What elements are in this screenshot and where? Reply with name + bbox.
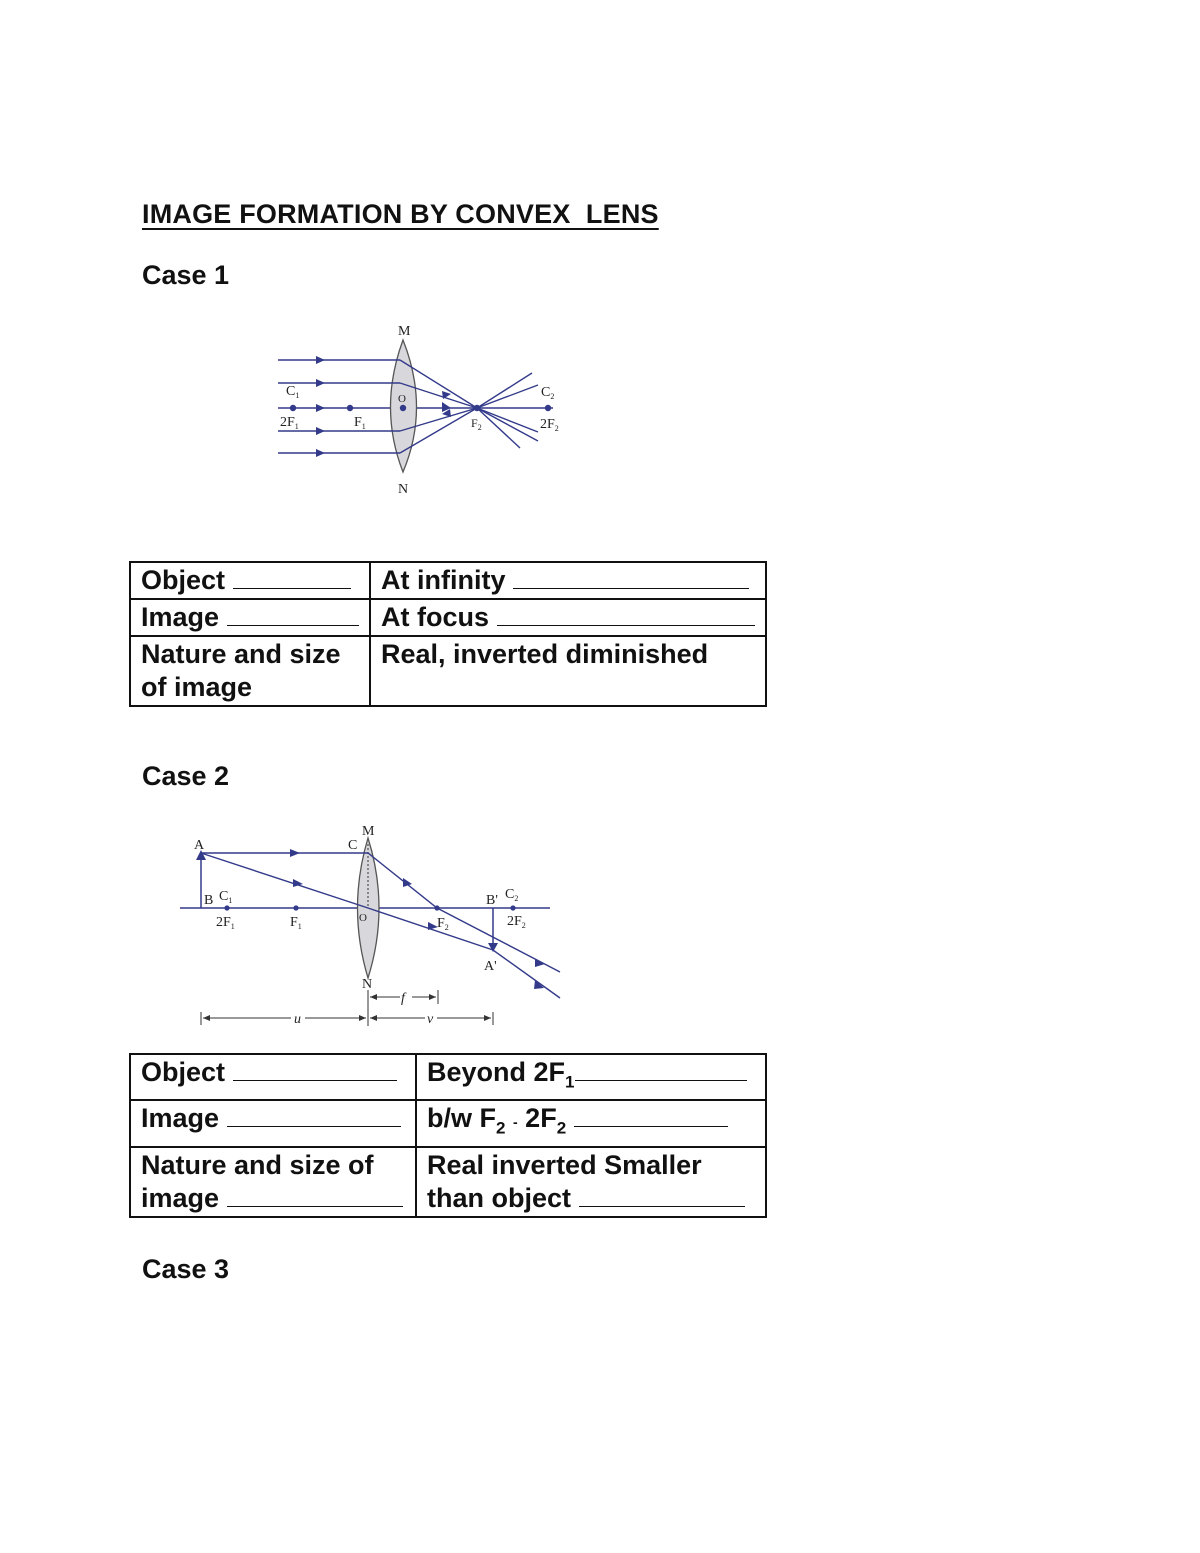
label-2F1: $2F_1$ — [280, 415, 299, 431]
case-3-heading: Case 3 — [142, 1254, 230, 1284]
row-value: Real, inverted diminished — [370, 636, 766, 706]
label-M: M — [362, 824, 375, 839]
row-label: Image — [141, 602, 220, 632]
row-label: Object — [141, 1057, 226, 1087]
row-label: image — [141, 1182, 220, 1213]
label-F1: $F_1$ — [290, 915, 302, 931]
table-row — [130, 1054, 766, 1100]
row-value: At focus — [381, 602, 489, 632]
case-1-table — [129, 561, 767, 707]
row-value: Beyond $2F_1$ — [427, 1057, 575, 1092]
case-2-heading: Case 2 — [142, 761, 230, 791]
case-1-heading: Case 1 — [142, 260, 230, 290]
label-B: B — [204, 893, 214, 908]
label-N: N — [362, 977, 373, 992]
row-label: Nature and size of — [141, 1149, 374, 1180]
case-2-table — [129, 1053, 767, 1218]
table-row — [130, 1147, 766, 1217]
label-2F2: $2F_2$ — [507, 914, 526, 930]
label-v: v — [427, 1012, 434, 1027]
row-value: b/w $F_2 - 2F_2$ — [427, 1103, 567, 1138]
label-M: M — [398, 324, 411, 339]
label-F2: $F_2$ — [437, 916, 449, 932]
label-O: O — [398, 393, 406, 405]
label-2F2: $2F_2$ — [540, 417, 559, 433]
label-O: O — [359, 912, 367, 924]
label-C1: $C_1$ — [286, 384, 300, 400]
label-C2: $C_2$ — [505, 887, 519, 903]
case-2-ray-diagram — [175, 820, 570, 1030]
row-value: At infinity — [381, 565, 506, 595]
label-C: C — [348, 838, 358, 853]
row-label: Object — [141, 565, 226, 595]
label-u: u — [294, 1012, 301, 1027]
table-row — [130, 1100, 766, 1146]
row-value: Real inverted Smaller — [427, 1149, 702, 1180]
label-A-prime: A' — [484, 959, 497, 974]
row-label: Nature and size of image — [130, 636, 370, 706]
row-label: Image — [141, 1103, 220, 1134]
label-C1: $C_1$ — [219, 889, 233, 905]
label-C2: $C_2$ — [541, 385, 555, 401]
table-row — [130, 562, 766, 599]
table-row — [130, 599, 766, 636]
label-F1: $F_1$ — [354, 415, 366, 431]
label-N: N — [398, 482, 409, 497]
label-B-prime: B' — [486, 893, 498, 908]
label-F2: $F_2$ — [471, 416, 482, 432]
page-title: IMAGE FORMATION BY CONVEX LENS — [142, 199, 659, 229]
row-value: than object — [427, 1182, 572, 1213]
case-1-ray-diagram — [270, 315, 580, 500]
label-A: A — [194, 838, 205, 853]
table-row — [130, 636, 766, 706]
label-f: f — [401, 991, 405, 1006]
label-2F1: $2F_1$ — [216, 915, 235, 931]
